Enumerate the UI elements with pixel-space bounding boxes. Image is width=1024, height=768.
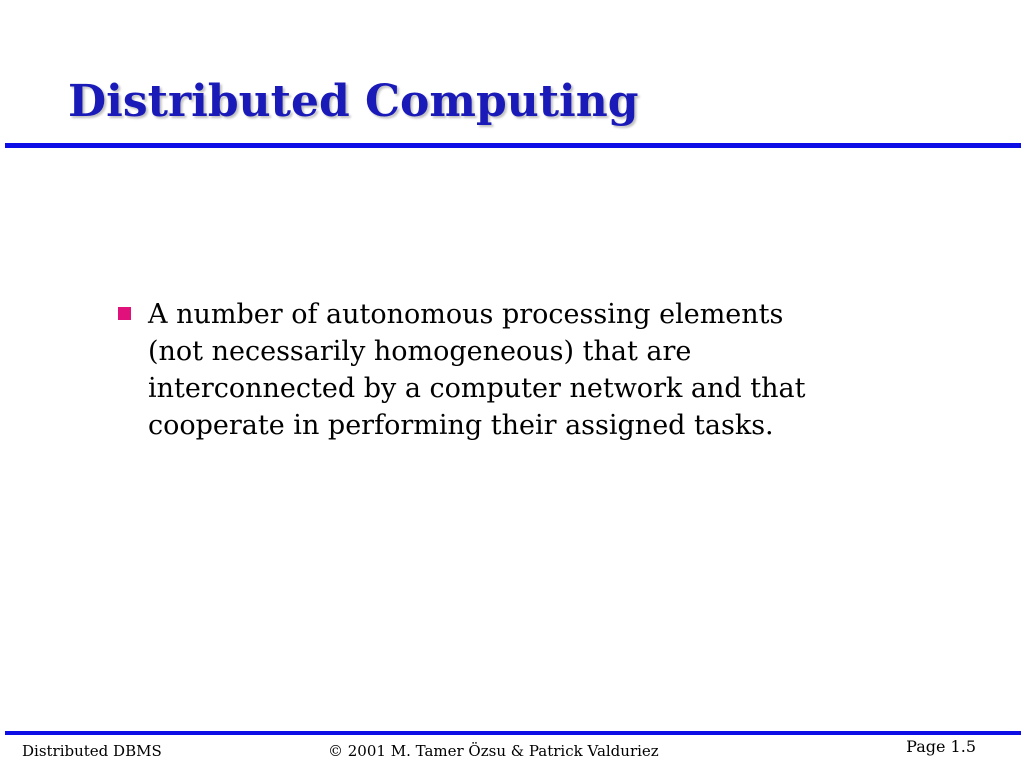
footer-divider (5, 731, 1021, 735)
footer-page-number: Page 1.5 (906, 737, 976, 756)
bullet-text-line: (not necessarily homogeneous) that are (148, 336, 692, 367)
bullet-list (118, 296, 978, 444)
bullet-text-line: interconnected by a computer network and that (148, 373, 806, 404)
bullet-item (118, 296, 978, 444)
bullet-text-line: cooperate in performing their assigned tasks. (148, 410, 774, 441)
footer-copyright: © 2001 M. Tamer Özsu & Patrick Valduriez (328, 742, 659, 760)
slide-title: Distributed Computing (68, 76, 639, 127)
title-divider (5, 143, 1021, 148)
square-bullet-icon (118, 307, 131, 320)
footer-course-name: Distributed DBMS (22, 742, 162, 760)
bullet-text-line: A number of autonomous processing elements (148, 299, 784, 330)
